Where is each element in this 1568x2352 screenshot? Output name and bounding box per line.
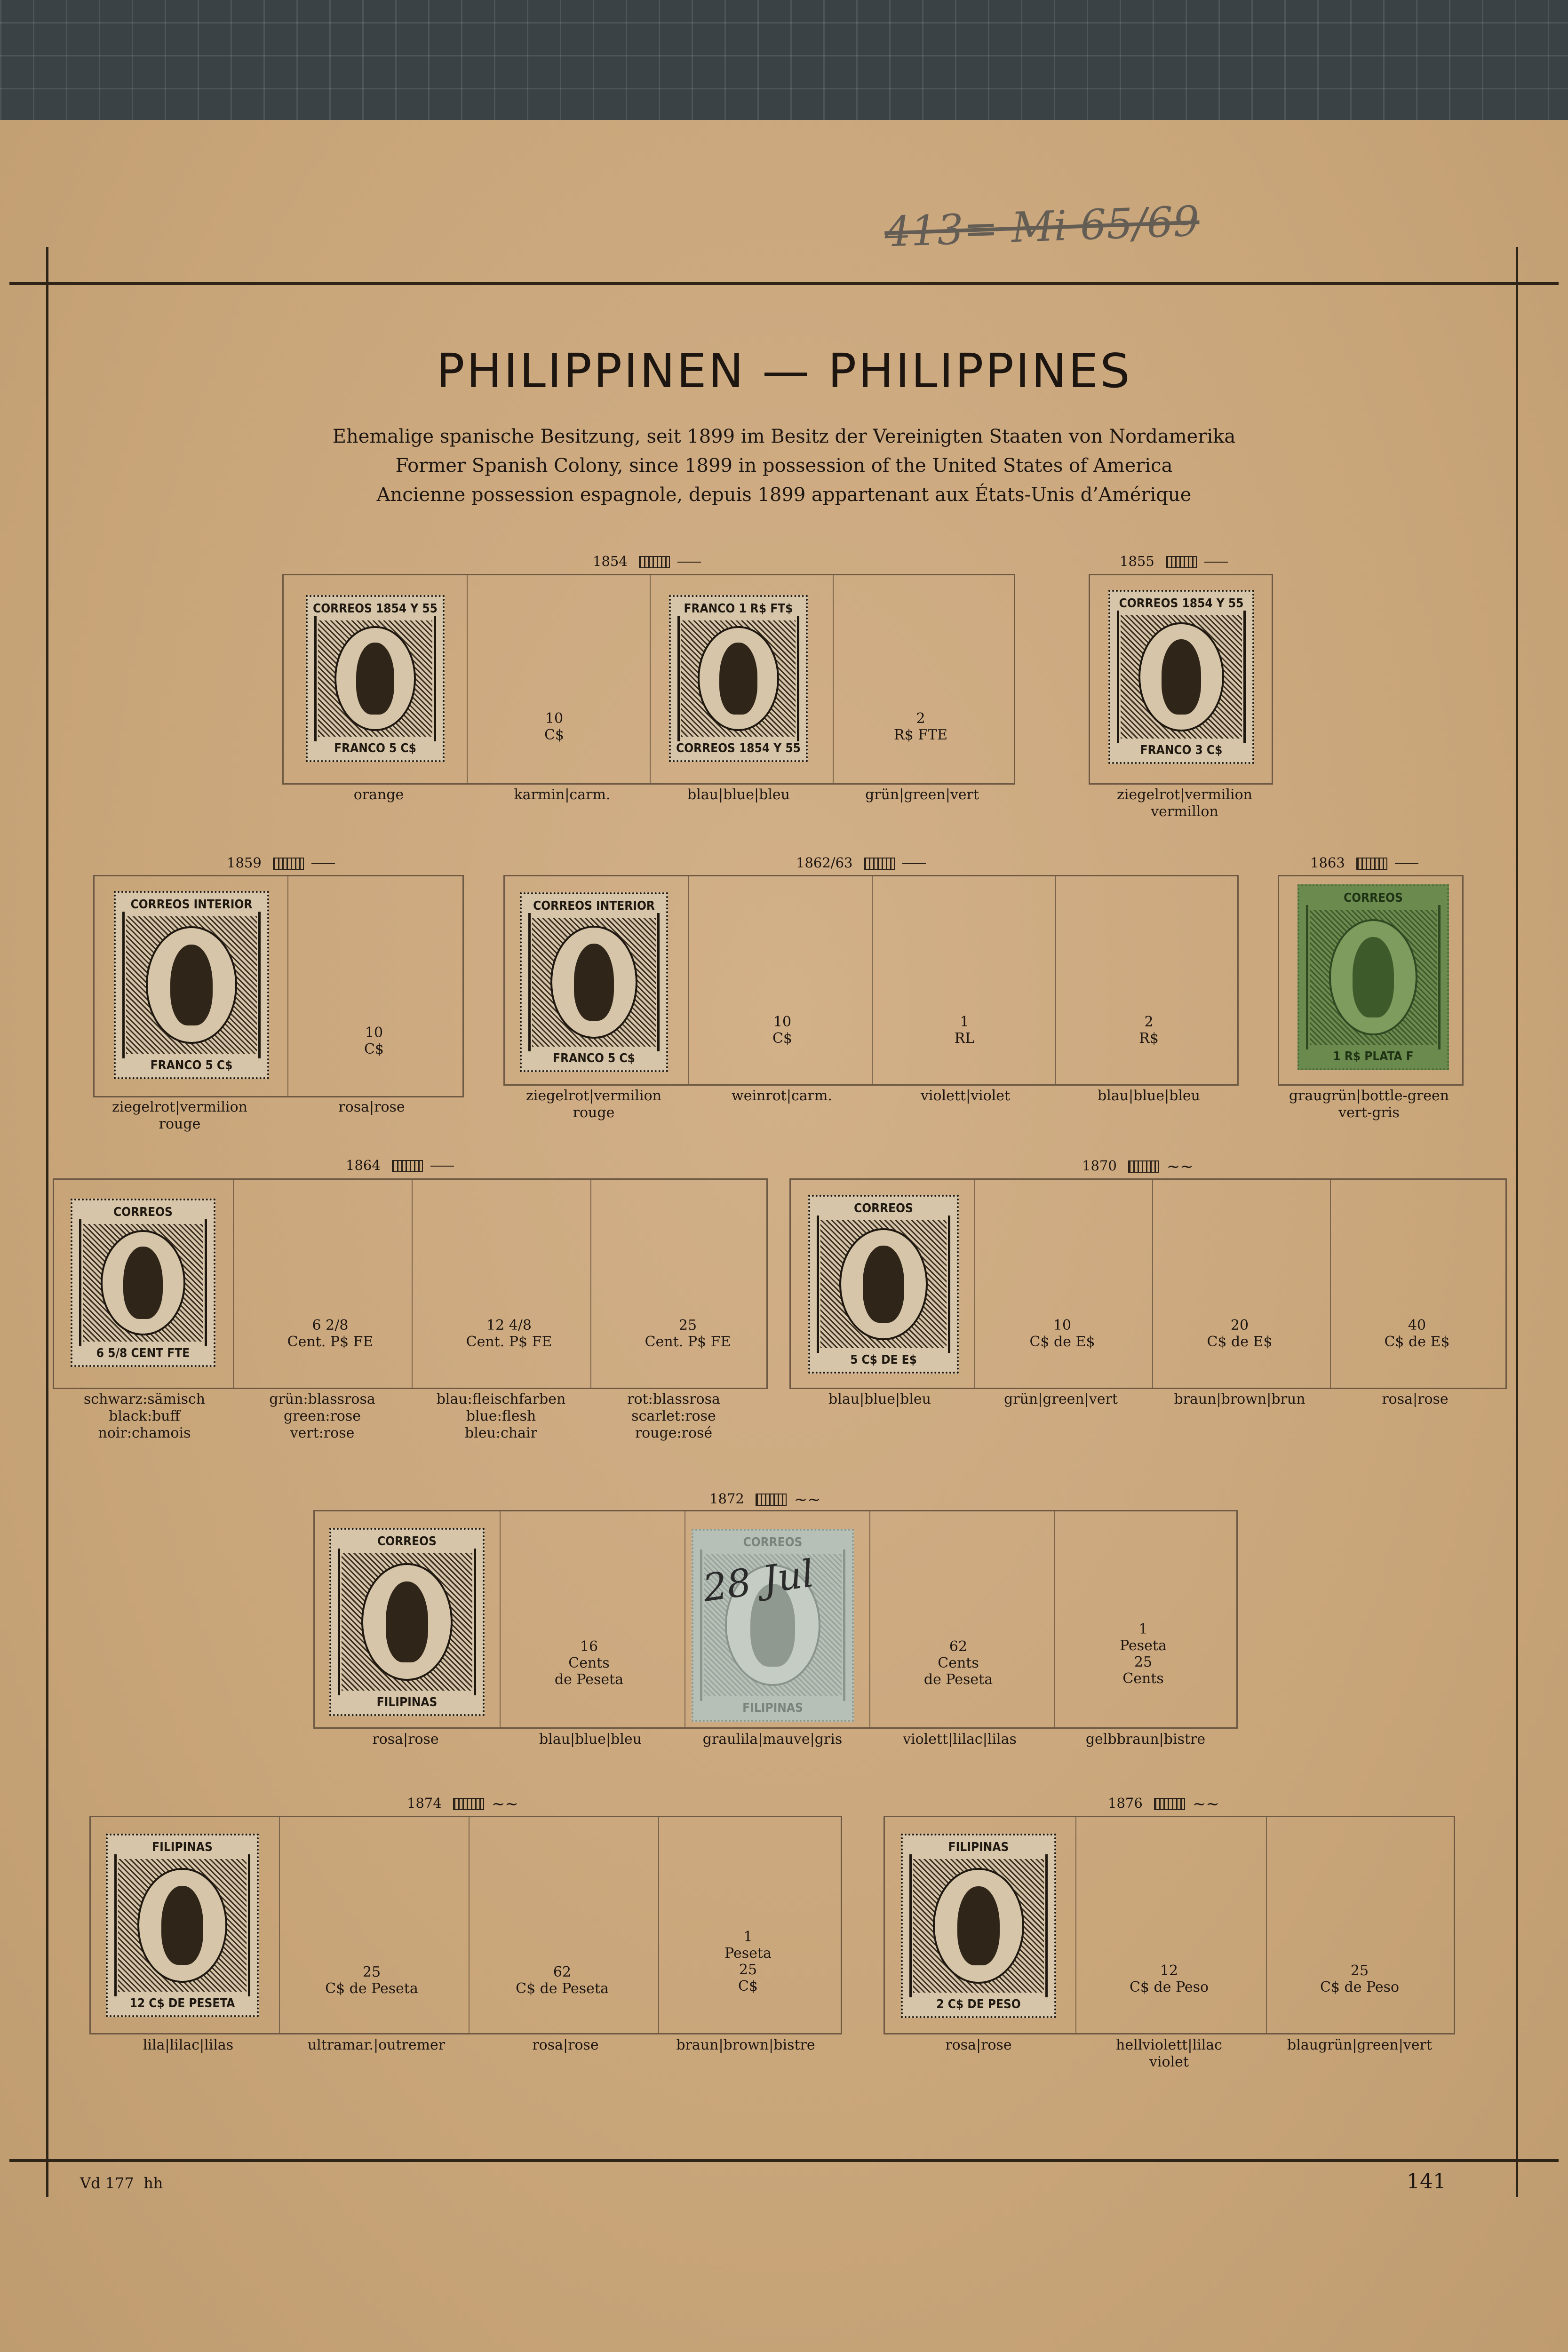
stamp-1863-1r: CORREOS 1 R$ PLATA F (1297, 884, 1449, 1070)
caption-1862-weinrot: weinrot|carm. (732, 1088, 832, 1104)
year-label-1855: 1855 (1120, 553, 1228, 569)
pencil-annotation: 413= Mi 65/69 (883, 197, 1201, 256)
caption-1855: ziegelrot|vermilion vermillon (1117, 787, 1252, 820)
caption-1870-braun: braun|brown|brun (1174, 1391, 1305, 1407)
stamp-1870-5c: CORREOS 5 C$ DE E$ (808, 1195, 959, 1374)
caption-1876-hellviolett: hellviolett|lilac violet (1116, 2037, 1222, 2070)
caption-1872-blau: blau|blue|bleu (539, 1731, 642, 1748)
denomination-1862-2: 2 R$ (1139, 1014, 1159, 1047)
denomination-1864-25: 25 Cent. P$ FE (645, 1317, 731, 1350)
stamp-1864-6-2-8: CORREOS 6 5/8 CENT FTE (71, 1199, 215, 1367)
year-label-1863: 1863 (1310, 855, 1418, 871)
stamp-1862-5c: CORREOS INTERIOR FRANCO 5 C$ (520, 892, 668, 1072)
denomination-1862-10: 10 C$ (772, 1014, 793, 1047)
subtitle-de: Ehemalige spanische Besitzung, seit 1899 im Besitz der Vereinigten Staaten von Nordamerika (332, 426, 1236, 447)
year-label-1854: 1854 (593, 553, 701, 569)
caption-1876-rosa: rosa|rose (945, 2037, 1012, 2053)
caption-1862-ziegelrot: ziegelrot|vermilion rouge (526, 1088, 661, 1121)
stamp-1854-5c: CORREOS 1854 Y 55 FRANCO 5 C$ (306, 595, 445, 762)
year-label-1864: 1864 (346, 1157, 454, 1173)
caption-1874-ultramar: ultramar.|outremer (307, 2037, 446, 2053)
caption-1854-blau: blau|blue|bleu (687, 787, 790, 803)
denomination-1864-12: 12 4/8 Cent. P$ FE (466, 1317, 552, 1350)
denomination-1870-10: 10 C$ de E$ (1029, 1317, 1095, 1350)
denomination-1874-62: 62 C$ de Peseta (516, 1964, 609, 1997)
caption-1854-orange: orange (353, 787, 404, 803)
denomination-1874-25: 25 C$ de Peseta (325, 1964, 418, 1997)
stamp-1855-3c: CORREOS 1854 Y 55 FRANCO 3 C$ (1108, 590, 1254, 764)
caption-1854-gruen: grün|green|vert (865, 787, 979, 803)
caption-1872-graulila: graulila|mauve|gris (702, 1731, 843, 1748)
page-number: 141 (1407, 2169, 1446, 2193)
top-border-rule (9, 282, 1559, 285)
page-title: PHILIPPINEN — PHILIPPINES (436, 343, 1132, 398)
caption-1870-gruen: grün|green|vert (1004, 1391, 1118, 1407)
year-label-1872: 1872 ~~ (709, 1490, 821, 1509)
left-border-rule (46, 247, 48, 2197)
stamp-1872-12c: CORREOS FILIPINAS (329, 1528, 485, 1716)
denomination-1872-62: 62 Cents de Peseta (923, 1638, 993, 1688)
denomination-1862-1: 1 RL (954, 1014, 975, 1047)
caption-1872-gelbbraun: gelbbraun|bistre (1085, 1731, 1206, 1748)
subtitle-fr: Ancienne possession espagnole, depuis 1899 appartenant aux États-Unis d’Amérique (376, 484, 1192, 506)
denomination-1859-10: 10 C$ (364, 1025, 384, 1057)
stamp-1854-1r: FRANCO 1 R$ FT$ CORREOS 1854 Y 55 (669, 595, 808, 762)
caption-1863: graugrün|bottle-green vert-gris (1289, 1088, 1449, 1121)
caption-1859-ziegelrot: ziegelrot|vermilion rouge (112, 1099, 247, 1132)
denomination-1854-2: 2 R$ FTE (894, 710, 947, 743)
stamp-1874-12c: FILIPINAS 12 C$ DE PESETA (106, 1834, 259, 2017)
caption-1870-rosa: rosa|rose (1382, 1391, 1449, 1407)
caption-1864-blau: blau:fleischfarben blue:flesh bleu:chair (436, 1391, 566, 1441)
caption-1859-rosa: rosa|rose (338, 1099, 405, 1115)
caption-1874-braun: braun|brown|bistre (676, 2037, 815, 2053)
caption-1864-gruen: grün:blassrosa green:rose vert:rose (269, 1391, 375, 1441)
year-label-1876: 1876 ~~ (1108, 1795, 1219, 1813)
caption-1872-rosa: rosa|rose (372, 1731, 439, 1748)
stamp-1876-2c: FILIPINAS 2 C$ DE PESO (901, 1834, 1056, 2018)
album-background (0, 0, 1568, 122)
denomination-1870-20: 20 C$ de E$ (1207, 1317, 1273, 1350)
denomination-1864-6: 6 2/8 Cent. P$ FE (287, 1317, 374, 1350)
year-label-1862-63: 1862/63 (796, 855, 926, 871)
caption-1872-violett: violett|lilac|lilas (903, 1731, 1017, 1748)
denomination-1872-16: 16 Cents de Peseta (554, 1638, 624, 1688)
caption-1874-lila: lila|lilac|lilas (143, 2037, 234, 2053)
denomination-1872-1: 1 Peseta 25 Cents (1120, 1621, 1167, 1687)
denomination-1870-40: 40 C$ de E$ (1384, 1317, 1450, 1350)
stamp-1859-5c: CORREOS INTERIOR FRANCO 5 C$ (114, 891, 269, 1079)
year-label-1859: 1859 (227, 855, 335, 871)
subtitle-en: Former Spanish Colony, since 1899 in possession of the United States of America (395, 455, 1173, 477)
stamp-1872-25c-cancelled: CORREOS FILIPINAS 28 Jul (692, 1529, 854, 1722)
caption-1854-karmin: karmin|carm. (514, 787, 611, 803)
bottom-border-rule (9, 2159, 1559, 2162)
caption-1876-blaugruen: blaugrün|green|vert (1287, 2037, 1432, 2053)
caption-1862-violett: violett|violet (920, 1088, 1011, 1104)
caption-1874-rosa: rosa|rose (532, 2037, 599, 2053)
caption-1864-schwarz: schwarz:sämisch black:buff noir:chamois (83, 1391, 206, 1441)
denomination-1874-1: 1 Peseta 25 C$ (724, 1929, 772, 1994)
denomination-1876-12: 12 C$ de Peso (1129, 1963, 1209, 1995)
caption-1870-blau: blau|blue|bleu (828, 1391, 931, 1407)
denomination-1876-25: 25 C$ de Peso (1320, 1963, 1400, 1995)
caption-1864-rot: rot:blassrosa scarlet:rose rouge:rosé (627, 1391, 720, 1441)
caption-1862-blau: blau|blue|bleu (1098, 1088, 1200, 1104)
right-border-rule (1516, 247, 1518, 2197)
footer-catalogue-ref: Vd 177 hh (80, 2174, 163, 2192)
denomination-1854-10: 10 C$ (544, 710, 565, 743)
year-label-1874: 1874 ~~ (407, 1795, 518, 1813)
year-label-1870: 1870 ~~ (1082, 1157, 1194, 1176)
